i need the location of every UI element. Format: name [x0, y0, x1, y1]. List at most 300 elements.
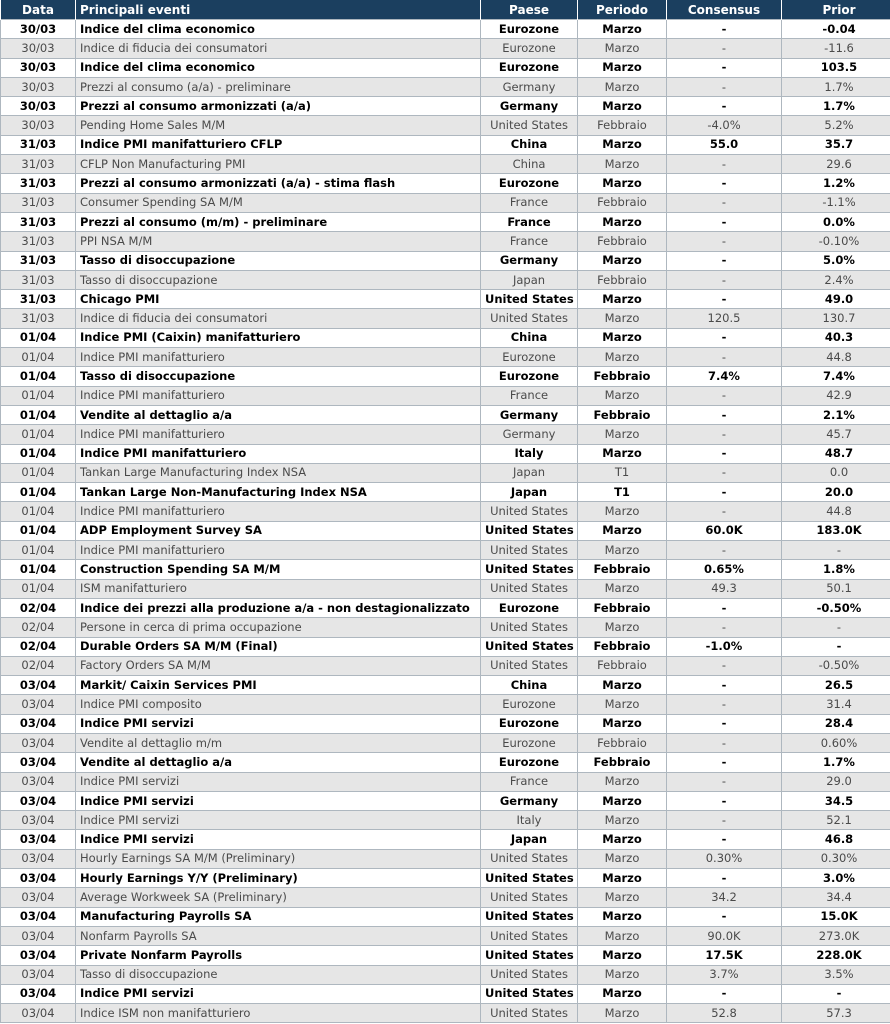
- cell-consensus: -: [667, 290, 782, 309]
- cell-period: Marzo: [578, 77, 667, 96]
- cell-event: Indice PMI manifatturiero: [76, 541, 481, 560]
- cell-event: Indice dei prezzi alla produzione a/a - non destagionalizzato: [76, 598, 481, 617]
- cell-period: Marzo: [578, 135, 667, 154]
- cell-prior: -0.50%: [782, 598, 890, 617]
- cell-period: Marzo: [578, 502, 667, 521]
- cell-consensus: -: [667, 695, 782, 714]
- cell-prior: 45.7: [782, 425, 890, 444]
- cell-country: Eurozone: [481, 58, 578, 77]
- cell-date: 01/04: [1, 521, 76, 540]
- cell-country: Japan: [481, 270, 578, 289]
- cell-period: Febbraio: [578, 232, 667, 251]
- table-row: [1, 174, 890, 193]
- table-body: [1, 20, 890, 1023]
- cell-consensus: 52.8: [667, 1004, 782, 1023]
- cell-date: 31/03: [1, 135, 76, 154]
- table-row: [1, 907, 890, 926]
- cell-event: Indice PMI (Caixin) manifatturiero: [76, 328, 481, 347]
- cell-country: Japan: [481, 830, 578, 849]
- cell-date: 01/04: [1, 579, 76, 598]
- cell-prior: 35.7: [782, 135, 890, 154]
- cell-period: Marzo: [578, 907, 667, 926]
- cell-period: Marzo: [578, 309, 667, 328]
- cell-country: Eurozone: [481, 39, 578, 58]
- table-row: [1, 946, 890, 965]
- cell-period: Marzo: [578, 714, 667, 733]
- cell-period: Marzo: [578, 676, 667, 695]
- cell-country: China: [481, 328, 578, 347]
- cell-country: Germany: [481, 77, 578, 96]
- cell-date: 03/04: [1, 811, 76, 830]
- table-row: [1, 348, 890, 367]
- cell-event: Indice PMI manifatturiero: [76, 425, 481, 444]
- cell-consensus: -: [667, 984, 782, 1003]
- cell-consensus: -: [667, 676, 782, 695]
- header-prior: Prior: [782, 0, 890, 20]
- cell-event: Tankan Large Manufacturing Index NSA: [76, 463, 481, 482]
- cell-consensus: -: [667, 463, 782, 482]
- cell-prior: 273.0K: [782, 926, 890, 945]
- table-row: [1, 753, 890, 772]
- table-row: [1, 367, 890, 386]
- cell-consensus: -: [667, 193, 782, 212]
- cell-event: Average Workweek SA (Preliminary): [76, 888, 481, 907]
- table-row: [1, 97, 890, 116]
- cell-event: Indice PMI servizi: [76, 984, 481, 1003]
- cell-period: Marzo: [578, 155, 667, 174]
- cell-prior: 57.3: [782, 1004, 890, 1023]
- cell-period: Marzo: [578, 20, 667, 39]
- cell-event: Tasso di disoccupazione: [76, 251, 481, 270]
- cell-event: Markit/ Caixin Services PMI: [76, 676, 481, 695]
- table-row: [1, 598, 890, 617]
- cell-period: Marzo: [578, 830, 667, 849]
- cell-event: Prezzi al consumo armonizzati (a/a) - stima flash: [76, 174, 481, 193]
- cell-consensus: -: [667, 618, 782, 637]
- cell-date: 31/03: [1, 212, 76, 231]
- cell-event: Construction Spending SA M/M: [76, 560, 481, 579]
- cell-consensus: -: [667, 97, 782, 116]
- cell-country: United States: [481, 116, 578, 135]
- cell-prior: 0.30%: [782, 849, 890, 868]
- table-row: [1, 541, 890, 560]
- cell-event: Vendite al dettaglio a/a: [76, 753, 481, 772]
- cell-country: United States: [481, 1004, 578, 1023]
- cell-period: Febbraio: [578, 637, 667, 656]
- cell-prior: 0.0%: [782, 212, 890, 231]
- cell-period: Marzo: [578, 811, 667, 830]
- cell-consensus: -: [667, 444, 782, 463]
- cell-consensus: -: [667, 541, 782, 560]
- table-row: [1, 560, 890, 579]
- cell-prior: 49.0: [782, 290, 890, 309]
- cell-period: Marzo: [578, 695, 667, 714]
- table-row: [1, 965, 890, 984]
- cell-prior: 20.0: [782, 483, 890, 502]
- cell-prior: 1.7%: [782, 77, 890, 96]
- header-country: Paese: [481, 0, 578, 20]
- cell-event: Vendite al dettaglio a/a: [76, 405, 481, 424]
- cell-country: France: [481, 386, 578, 405]
- cell-date: 30/03: [1, 97, 76, 116]
- cell-consensus: -: [667, 405, 782, 424]
- cell-prior: 103.5: [782, 58, 890, 77]
- cell-date: 01/04: [1, 348, 76, 367]
- cell-period: Marzo: [578, 251, 667, 270]
- cell-date: 31/03: [1, 193, 76, 212]
- cell-consensus: -: [667, 791, 782, 810]
- cell-country: United States: [481, 849, 578, 868]
- cell-country: Eurozone: [481, 367, 578, 386]
- cell-event: Indice PMI manifatturiero: [76, 348, 481, 367]
- header-event: Principali eventi: [76, 0, 481, 20]
- cell-date: 01/04: [1, 502, 76, 521]
- cell-prior: 31.4: [782, 695, 890, 714]
- cell-consensus: -: [667, 155, 782, 174]
- cell-prior: 26.5: [782, 676, 890, 695]
- table-row: [1, 232, 890, 251]
- cell-event: PPI NSA M/M: [76, 232, 481, 251]
- cell-date: 02/04: [1, 656, 76, 675]
- cell-period: Marzo: [578, 328, 667, 347]
- cell-prior: 15.0K: [782, 907, 890, 926]
- cell-date: 31/03: [1, 232, 76, 251]
- cell-prior: 46.8: [782, 830, 890, 849]
- cell-period: Marzo: [578, 444, 667, 463]
- cell-date: 31/03: [1, 270, 76, 289]
- cell-date: 03/04: [1, 830, 76, 849]
- cell-consensus: -: [667, 907, 782, 926]
- cell-event: Pending Home Sales M/M: [76, 116, 481, 135]
- cell-event: Indice PMI manifatturiero CFLP: [76, 135, 481, 154]
- table-row: [1, 270, 890, 289]
- cell-event: Indice PMI servizi: [76, 791, 481, 810]
- cell-event: Hourly Earnings Y/Y (Preliminary): [76, 869, 481, 888]
- cell-date: 31/03: [1, 174, 76, 193]
- cell-consensus: 120.5: [667, 309, 782, 328]
- cell-date: 03/04: [1, 946, 76, 965]
- cell-country: Japan: [481, 463, 578, 482]
- cell-date: 03/04: [1, 753, 76, 772]
- table-row: [1, 695, 890, 714]
- cell-date: 30/03: [1, 39, 76, 58]
- cell-prior: 50.1: [782, 579, 890, 598]
- cell-prior: 28.4: [782, 714, 890, 733]
- cell-country: Eurozone: [481, 753, 578, 772]
- cell-consensus: 3.7%: [667, 965, 782, 984]
- cell-country: Italy: [481, 444, 578, 463]
- cell-consensus: -: [667, 811, 782, 830]
- cell-country: Japan: [481, 483, 578, 502]
- cell-country: Eurozone: [481, 733, 578, 752]
- table-row: [1, 772, 890, 791]
- cell-event: Tasso di disoccupazione: [76, 965, 481, 984]
- table-row: [1, 830, 890, 849]
- cell-country: Eurozone: [481, 20, 578, 39]
- cell-date: 01/04: [1, 541, 76, 560]
- cell-period: Marzo: [578, 849, 667, 868]
- cell-period: Marzo: [578, 946, 667, 965]
- cell-period: Febbraio: [578, 193, 667, 212]
- cell-consensus: -: [667, 502, 782, 521]
- cell-country: United States: [481, 521, 578, 540]
- cell-country: United States: [481, 888, 578, 907]
- cell-country: Germany: [481, 97, 578, 116]
- cell-period: Febbraio: [578, 753, 667, 772]
- cell-date: 01/04: [1, 367, 76, 386]
- cell-event: CFLP Non Manufacturing PMI: [76, 155, 481, 174]
- cell-country: China: [481, 155, 578, 174]
- cell-prior: 183.0K: [782, 521, 890, 540]
- cell-date: 03/04: [1, 926, 76, 945]
- cell-event: Tankan Large Non-Manufacturing Index NSA: [76, 483, 481, 502]
- cell-date: 03/04: [1, 695, 76, 714]
- cell-prior: 5.2%: [782, 116, 890, 135]
- table-row: [1, 926, 890, 945]
- cell-period: Marzo: [578, 386, 667, 405]
- cell-date: 03/04: [1, 733, 76, 752]
- cell-period: Febbraio: [578, 367, 667, 386]
- cell-prior: 40.3: [782, 328, 890, 347]
- table-row: [1, 984, 890, 1003]
- cell-event: Indice di fiducia dei consumatori: [76, 309, 481, 328]
- cell-consensus: 60.0K: [667, 521, 782, 540]
- cell-event: Indice PMI manifatturiero: [76, 502, 481, 521]
- cell-prior: 34.5: [782, 791, 890, 810]
- cell-event: Durable Orders SA M/M (Final): [76, 637, 481, 656]
- table-row: [1, 791, 890, 810]
- header-row: [1, 0, 890, 20]
- cell-date: 03/04: [1, 791, 76, 810]
- cell-period: Febbraio: [578, 405, 667, 424]
- cell-prior: 1.8%: [782, 560, 890, 579]
- table-row: [1, 676, 890, 695]
- cell-prior: 44.8: [782, 502, 890, 521]
- table-row: [1, 444, 890, 463]
- cell-event: Indice del clima economico: [76, 58, 481, 77]
- cell-period: Marzo: [578, 888, 667, 907]
- cell-country: China: [481, 135, 578, 154]
- table-row: [1, 405, 890, 424]
- cell-prior: -0.50%: [782, 656, 890, 675]
- cell-period: Marzo: [578, 97, 667, 116]
- cell-country: United States: [481, 618, 578, 637]
- cell-period: Marzo: [578, 984, 667, 1003]
- cell-country: United States: [481, 907, 578, 926]
- table-row: [1, 579, 890, 598]
- table-row: [1, 328, 890, 347]
- cell-country: Italy: [481, 811, 578, 830]
- cell-consensus: -: [667, 733, 782, 752]
- cell-consensus: -: [667, 483, 782, 502]
- cell-date: 03/04: [1, 676, 76, 695]
- cell-prior: -11.6: [782, 39, 890, 58]
- cell-prior: 3.0%: [782, 869, 890, 888]
- cell-event: Tasso di disoccupazione: [76, 367, 481, 386]
- cell-event: Indice PMI servizi: [76, 830, 481, 849]
- cell-event: Consumer Spending SA M/M: [76, 193, 481, 212]
- cell-date: 01/04: [1, 444, 76, 463]
- cell-country: France: [481, 193, 578, 212]
- cell-event: Chicago PMI: [76, 290, 481, 309]
- cell-period: Marzo: [578, 212, 667, 231]
- cell-country: United States: [481, 984, 578, 1003]
- cell-country: Germany: [481, 425, 578, 444]
- cell-country: United States: [481, 579, 578, 598]
- cell-prior: -0.04: [782, 20, 890, 39]
- cell-consensus: -: [667, 753, 782, 772]
- cell-event: Indice di fiducia dei consumatori: [76, 39, 481, 58]
- cell-date: 03/04: [1, 772, 76, 791]
- cell-event: Indice PMI manifatturiero: [76, 386, 481, 405]
- cell-prior: 2.4%: [782, 270, 890, 289]
- cell-country: United States: [481, 637, 578, 656]
- cell-date: 03/04: [1, 849, 76, 868]
- table-row: [1, 386, 890, 405]
- cell-consensus: 90.0K: [667, 926, 782, 945]
- cell-consensus: 0.65%: [667, 560, 782, 579]
- cell-consensus: -4.0%: [667, 116, 782, 135]
- table-row: [1, 58, 890, 77]
- cell-country: United States: [481, 869, 578, 888]
- cell-consensus: -: [667, 830, 782, 849]
- cell-country: United States: [481, 502, 578, 521]
- table-row: [1, 290, 890, 309]
- cell-date: 03/04: [1, 1004, 76, 1023]
- cell-date: 02/04: [1, 598, 76, 617]
- cell-consensus: -: [667, 212, 782, 231]
- cell-prior: 52.1: [782, 811, 890, 830]
- table-row: [1, 193, 890, 212]
- cell-period: Febbraio: [578, 733, 667, 752]
- cell-event: Factory Orders SA M/M: [76, 656, 481, 675]
- cell-date: 02/04: [1, 637, 76, 656]
- cell-consensus: -: [667, 714, 782, 733]
- cell-date: 01/04: [1, 560, 76, 579]
- cell-event: Indice del clima economico: [76, 20, 481, 39]
- cell-country: United States: [481, 290, 578, 309]
- cell-country: United States: [481, 560, 578, 579]
- cell-country: Eurozone: [481, 714, 578, 733]
- cell-prior: -0.10%: [782, 232, 890, 251]
- cell-prior: 1.2%: [782, 174, 890, 193]
- cell-prior: 2.1%: [782, 405, 890, 424]
- cell-consensus: -: [667, 869, 782, 888]
- table-row: [1, 309, 890, 328]
- cell-consensus: -: [667, 598, 782, 617]
- cell-country: United States: [481, 541, 578, 560]
- cell-prior: 29.0: [782, 772, 890, 791]
- cell-date: 31/03: [1, 309, 76, 328]
- cell-period: Marzo: [578, 926, 667, 945]
- cell-consensus: 17.5K: [667, 946, 782, 965]
- cell-period: T1: [578, 463, 667, 482]
- table-row: [1, 251, 890, 270]
- cell-date: 03/04: [1, 888, 76, 907]
- table-row: [1, 116, 890, 135]
- header-period: Periodo: [578, 0, 667, 20]
- cell-country: United States: [481, 946, 578, 965]
- cell-country: France: [481, 212, 578, 231]
- cell-country: Eurozone: [481, 348, 578, 367]
- cell-date: 31/03: [1, 290, 76, 309]
- cell-country: Eurozone: [481, 695, 578, 714]
- cell-consensus: -: [667, 77, 782, 96]
- cell-country: Eurozone: [481, 174, 578, 193]
- table-row: [1, 637, 890, 656]
- table-row: [1, 888, 890, 907]
- cell-consensus: -: [667, 39, 782, 58]
- cell-country: Eurozone: [481, 598, 578, 617]
- cell-date: 30/03: [1, 116, 76, 135]
- cell-date: 01/04: [1, 483, 76, 502]
- cell-consensus: -: [667, 251, 782, 270]
- cell-period: Febbraio: [578, 270, 667, 289]
- cell-period: Marzo: [578, 348, 667, 367]
- cell-date: 30/03: [1, 20, 76, 39]
- cell-period: Marzo: [578, 174, 667, 193]
- cell-period: Febbraio: [578, 598, 667, 617]
- cell-event: Tasso di disoccupazione: [76, 270, 481, 289]
- cell-period: Marzo: [578, 290, 667, 309]
- cell-prior: 34.4: [782, 888, 890, 907]
- cell-consensus: 34.2: [667, 888, 782, 907]
- cell-event: ADP Employment Survey SA: [76, 521, 481, 540]
- cell-prior: 1.7%: [782, 753, 890, 772]
- cell-period: Marzo: [578, 791, 667, 810]
- cell-country: France: [481, 232, 578, 251]
- table-row: [1, 502, 890, 521]
- cell-date: 03/04: [1, 714, 76, 733]
- cell-country: United States: [481, 965, 578, 984]
- table-row: [1, 656, 890, 675]
- cell-consensus: -: [667, 656, 782, 675]
- cell-country: Germany: [481, 791, 578, 810]
- cell-prior: -: [782, 637, 890, 656]
- cell-date: 01/04: [1, 463, 76, 482]
- cell-event: Indice PMI manifatturiero: [76, 444, 481, 463]
- cell-prior: 3.5%: [782, 965, 890, 984]
- cell-event: Prezzi al consumo armonizzati (a/a): [76, 97, 481, 116]
- cell-period: Marzo: [578, 1004, 667, 1023]
- cell-prior: 5.0%: [782, 251, 890, 270]
- cell-prior: 130.7: [782, 309, 890, 328]
- cell-date: 03/04: [1, 984, 76, 1003]
- table-row: [1, 849, 890, 868]
- table-row: [1, 212, 890, 231]
- cell-prior: -: [782, 984, 890, 1003]
- cell-period: Febbraio: [578, 116, 667, 135]
- cell-date: 01/04: [1, 405, 76, 424]
- cell-event: Nonfarm Payrolls SA: [76, 926, 481, 945]
- cell-date: 30/03: [1, 58, 76, 77]
- cell-consensus: -: [667, 232, 782, 251]
- table-row: [1, 811, 890, 830]
- table-row: [1, 1004, 890, 1023]
- cell-period: Febbraio: [578, 656, 667, 675]
- cell-event: Prezzi al consumo (m/m) - preliminare: [76, 212, 481, 231]
- cell-consensus: 7.4%: [667, 367, 782, 386]
- cell-country: China: [481, 676, 578, 695]
- table-row: [1, 521, 890, 540]
- cell-consensus: 55.0: [667, 135, 782, 154]
- cell-date: 01/04: [1, 386, 76, 405]
- cell-consensus: -: [667, 328, 782, 347]
- cell-date: 30/03: [1, 77, 76, 96]
- cell-event: Indice ISM non manifatturiero: [76, 1004, 481, 1023]
- cell-prior: -: [782, 541, 890, 560]
- cell-prior: -1.1%: [782, 193, 890, 212]
